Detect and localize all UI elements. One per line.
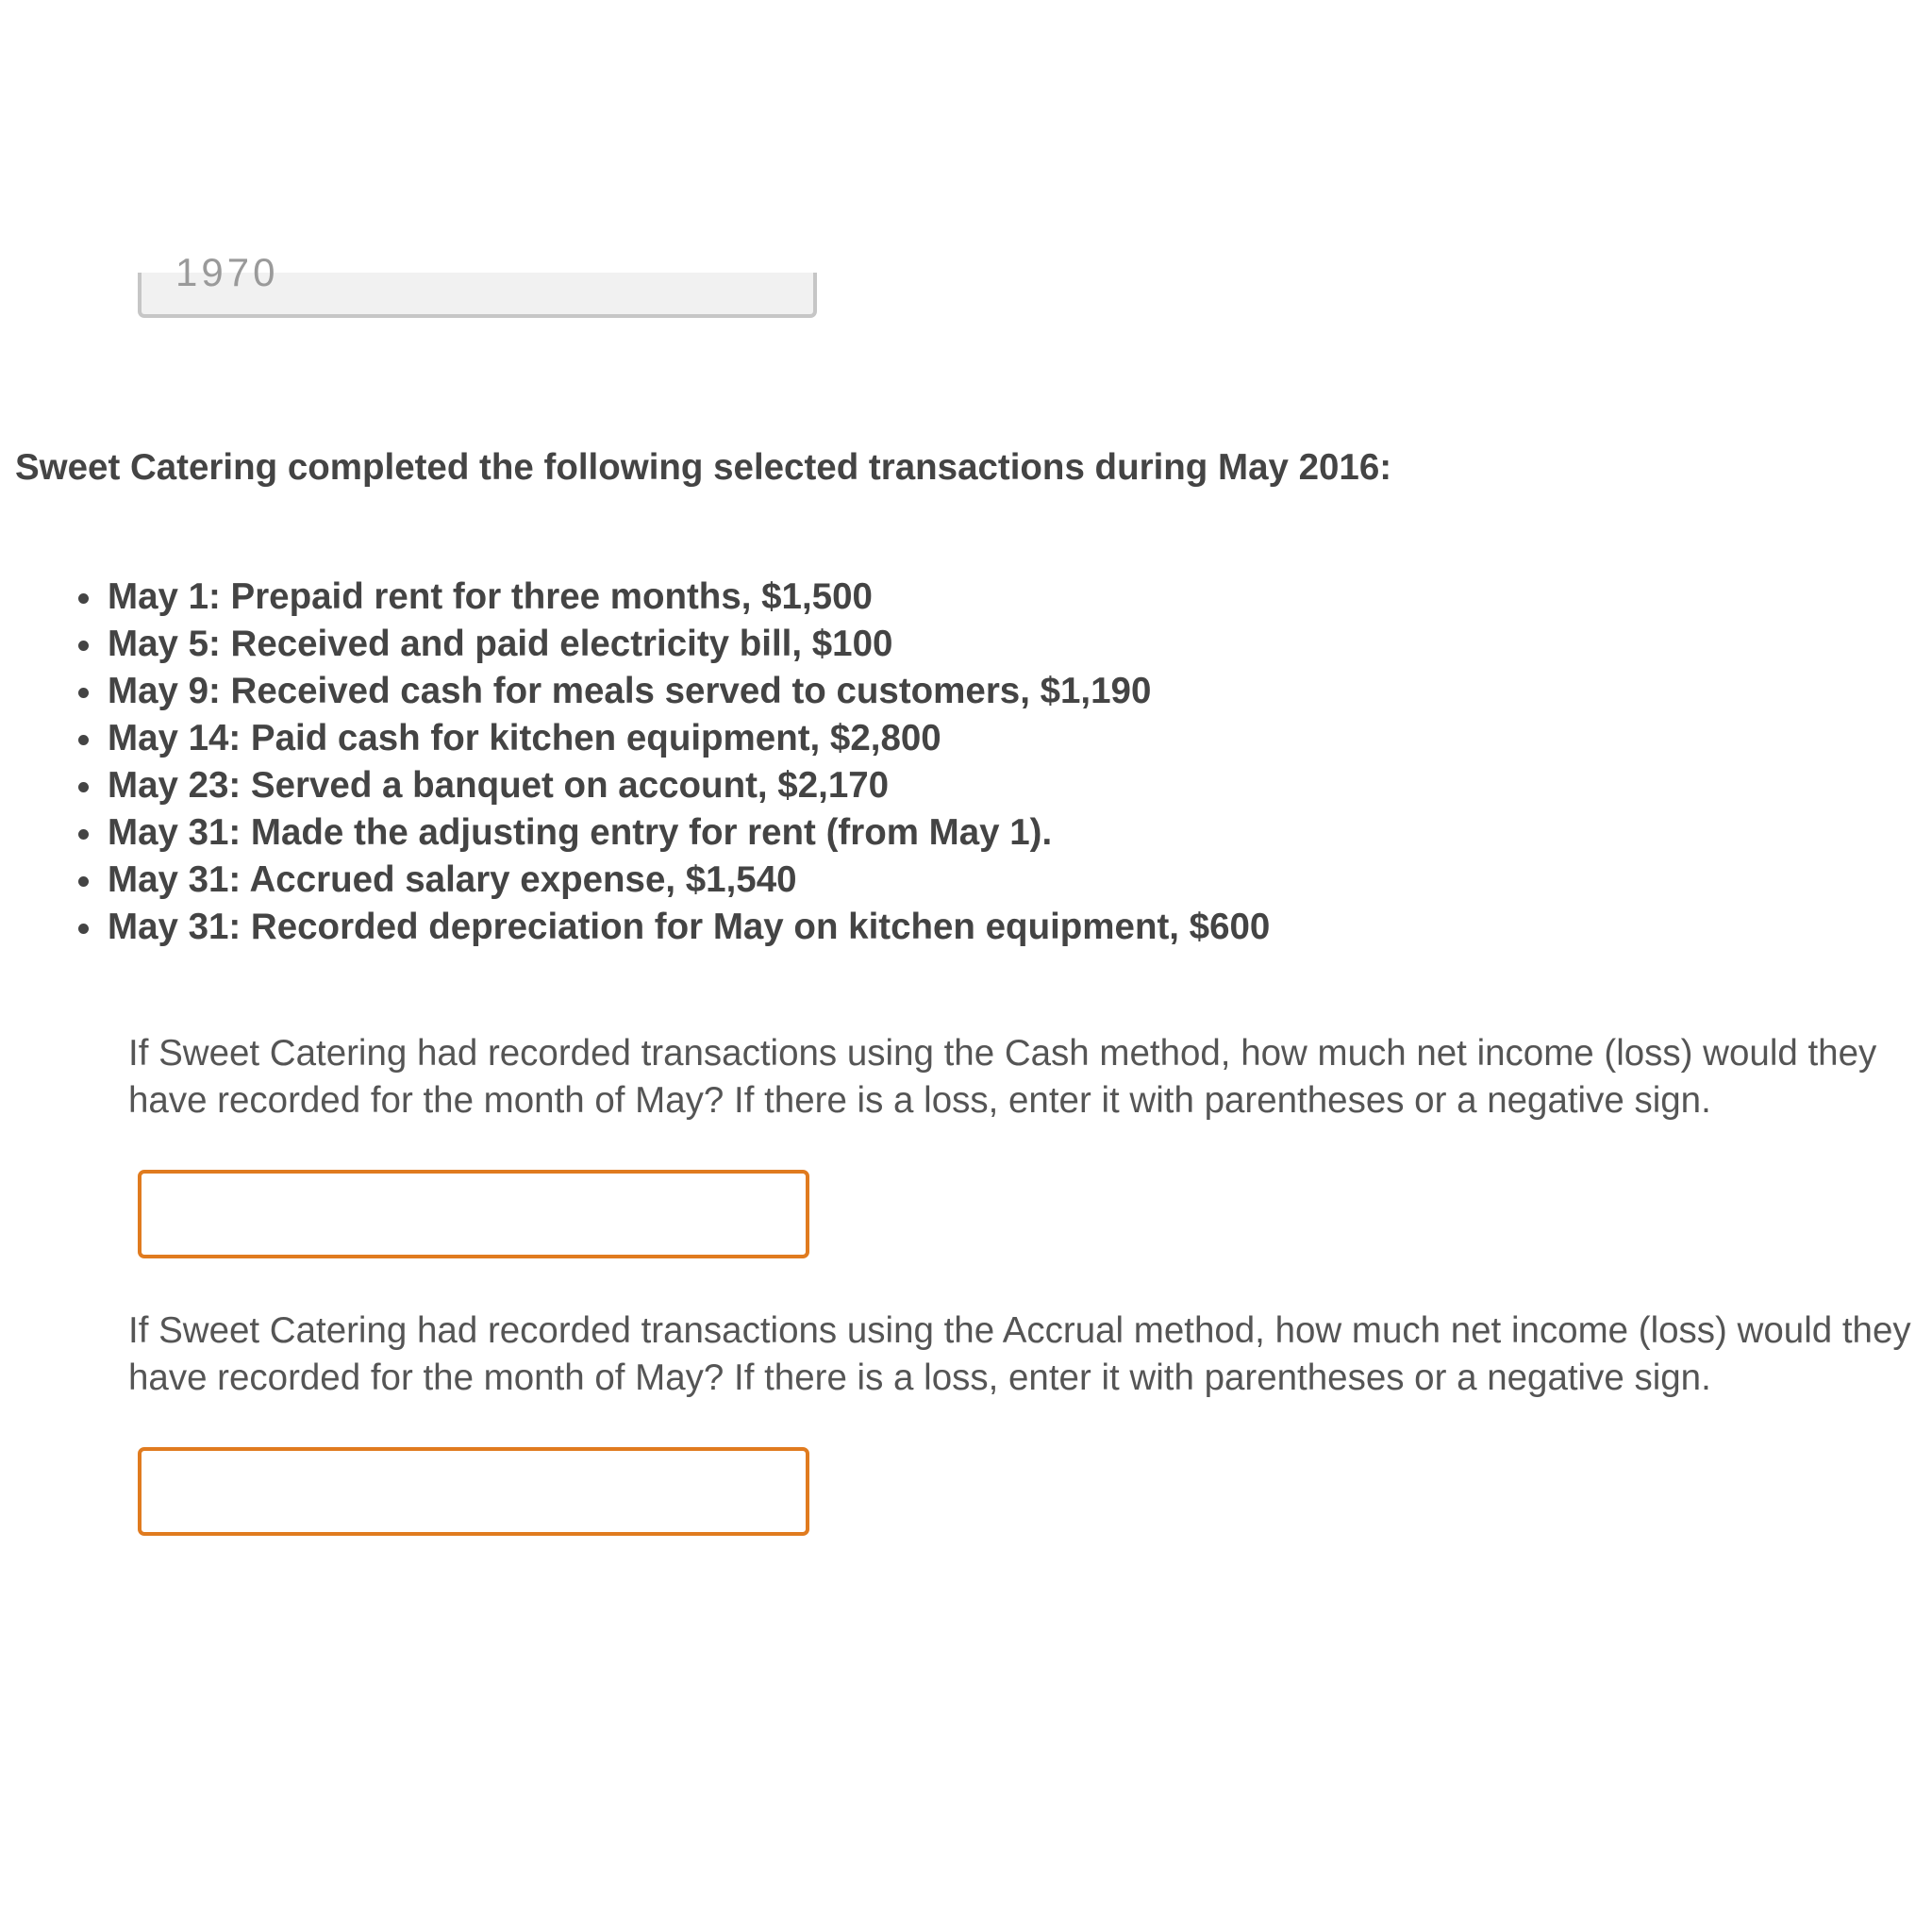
previous-answer-field[interactable] [138, 250, 817, 318]
list-item: • May 1: Prepaid rent for three months, $1,500 [106, 574, 1270, 621]
list-item: • May 23: Served a banquet on account, $2,170 [106, 762, 1270, 809]
previous-answer-value: 1970 [175, 250, 279, 294]
problem-intro: Sweet Catering completed the following selected transactions during May 2016: [15, 447, 1392, 488]
cash-method-question: If Sweet Catering had recorded transactions using the Cash method, how much net income (loss) would they have recorded for the month of May? If there is a loss, enter it with parentheses or a negative sign. [128, 1033, 1877, 1121]
list-item: • May 31: Recorded depreciation for May on kitchen equipment, $600 [106, 904, 1270, 951]
cash-net-income-input[interactable] [138, 1170, 809, 1258]
accrual-net-income-input[interactable] [138, 1447, 809, 1536]
accrual-method-question: If Sweet Catering had recorded transactions using the Accrual method, how much net income (loss) would they have recorded for the month of May? If there is a loss, enter it with parentheses or a negative sign. [128, 1310, 1911, 1398]
list-item: • May 5: Received and paid electricity bill, $100 [106, 621, 1270, 668]
list-item: • May 31: Accrued salary expense, $1,540 [106, 857, 1270, 904]
list-item: • May 14: Paid cash for kitchen equipment, $2,800 [106, 715, 1270, 762]
transaction-list [0, 574, 1270, 951]
list-item: • May 31: Made the adjusting entry for rent (from May 1). [106, 809, 1270, 857]
list-item: • May 9: Received cash for meals served to customers, $1,190 [106, 668, 1270, 715]
